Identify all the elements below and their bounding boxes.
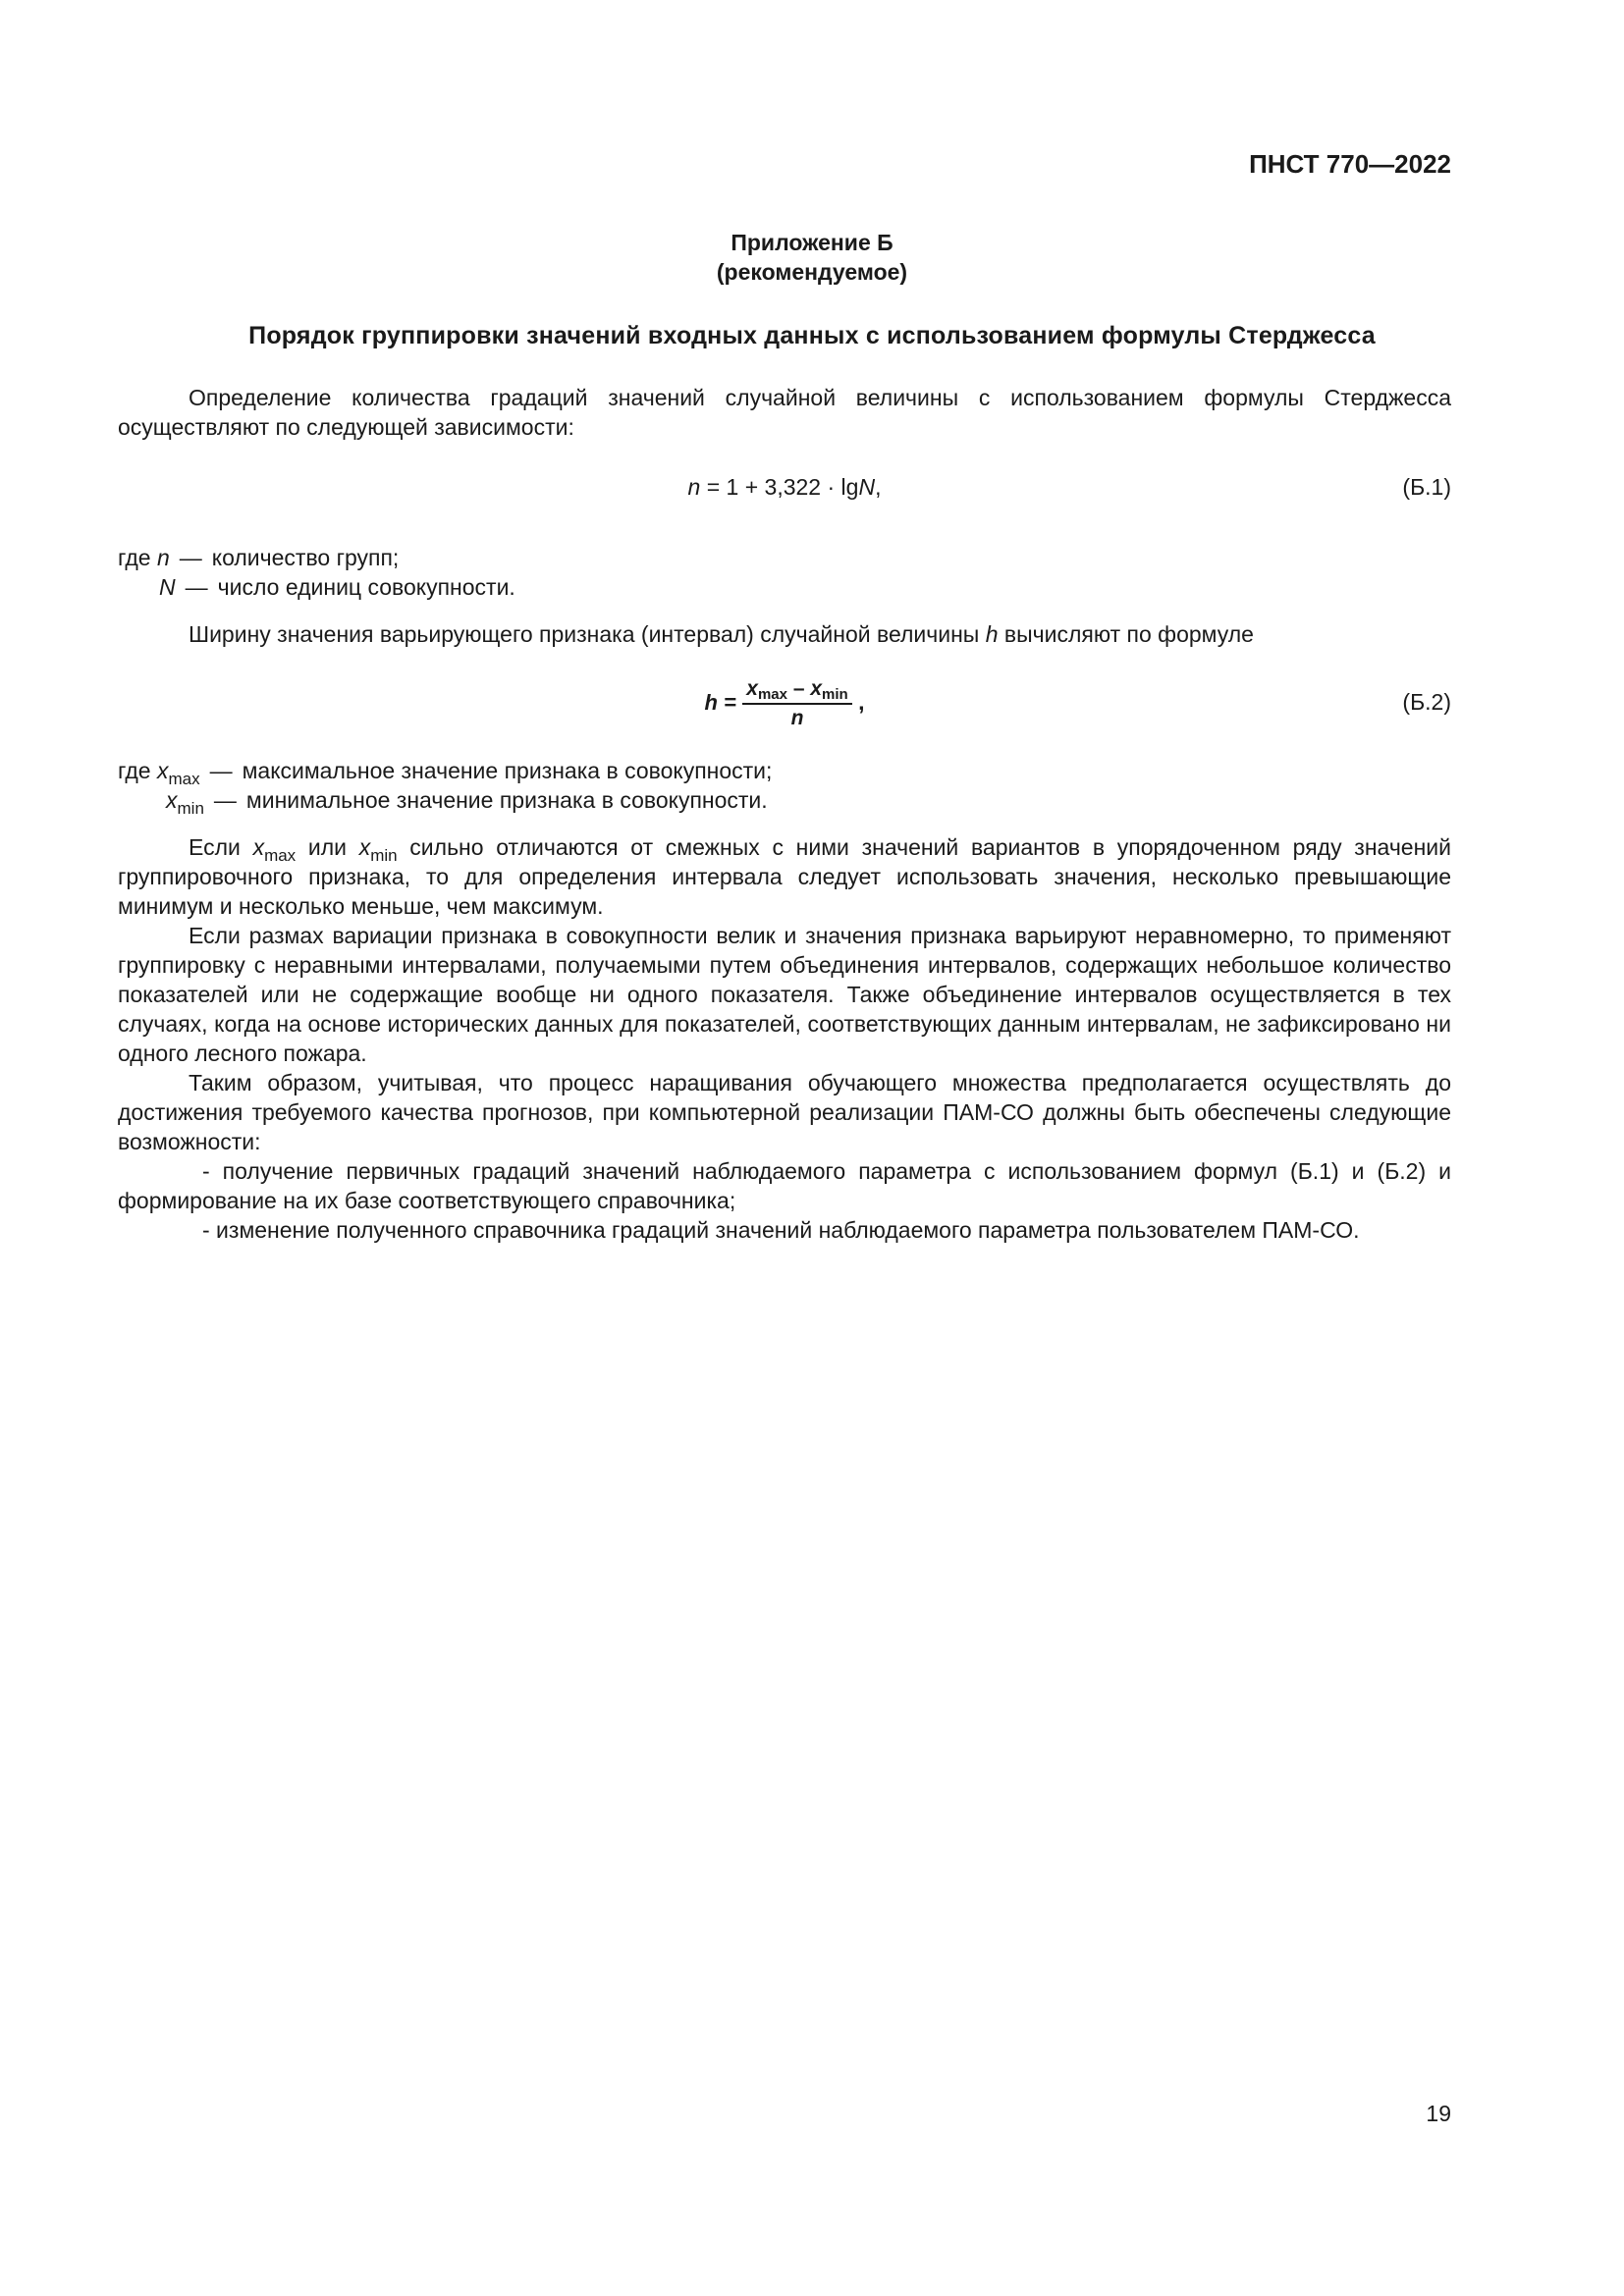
where-1-dash-1: — [179,545,202,570]
list-item: - изменение полученного справочника градаций значений наблюдаемого параметра пользователем ПАМ-СО. [202,1217,1360,1243]
where-1-item-2 [118,572,515,602]
paragraph-1-text: Определение количества градаций значений случайной величины с использованием формулы Стерджесса осуществляют по следующей зависимости: [118,385,1451,440]
paragraph-3-v2-sub: min [370,846,398,865]
where-2-prefix: где [118,758,151,783]
paragraph-2-text [118,619,1451,649]
formula-b2-numerator [742,677,851,705]
paragraph-3-v2: x [358,834,371,860]
list-item: - получение первичных градаций значений наблюдаемого параметра с использованием формул (Б.1) и (Б.2) и формирование на их базе соответствующего справочника; [118,1158,1451,1213]
formula-b2-tail: , [858,689,865,716]
formula-b2-lhs: h = [704,690,736,716]
where-2-text-2: минимальное значение признака в совокупности. [245,787,768,813]
appendix-title: Приложение Б [731,230,893,255]
formula-b1-number: (Б.1) [1402,474,1451,500]
formula-b1-rhs: = 1 + 3,322 · lg [700,474,859,500]
paragraph-3-v1-sub: max [264,846,297,865]
where-1-var-2: N [159,574,176,600]
where-2-text-1: максимальное значение признака в совокупности; [242,758,773,783]
where-1-var-1: n [156,545,170,570]
where-1-dash-2: — [185,574,208,600]
page-number: 19 [1426,2101,1451,2126]
where-2-dash-1: — [209,758,233,783]
paragraph-3-a: Если [189,834,253,860]
paragraph-4: Если размах вариации признака в совокупности велик и значения признака варьируют неравномерно, то применяют группировку с неравными интервалами, получаемыми путем объединения интервалов, содержащих небольшое количество показателей или не содержащие вообще ни одного показателя. Также объединение интервалов осуществляется в тех случаях, когда на основе исторических данных для показателей, соответствующих данным интервалам, не зафиксировано ни одного лесного пожара. [118,923,1451,1066]
paragraph-3-c: сильно отличаются от смежных с ними значений вариантов в упорядоченном ряду значений группировочного признака, то для определения интервала следует использовать значения, несколько превышающие минимум и несколько меньше, чем максимум. [118,834,1451,919]
paragraph-1 [118,383,1451,442]
formula-b2-num-a: x [746,677,758,700]
where-2-var-1: x [156,758,169,783]
formula-b2-num-b: x [810,677,823,700]
where-1-text-2: число единиц совокупности. [217,574,515,600]
paragraph-3 [118,832,1451,921]
where-2-var-2: x [166,787,178,813]
paragraph-2-var: h [985,621,999,647]
where-2-dash-2: — [213,787,237,813]
where-block-2 [118,756,773,818]
formula-b2-expression [118,677,1451,730]
formula-b1-tail: , [875,474,882,500]
paragraph-2-main: Ширину значения варьирующего признака (интервал) случайной величины [189,621,986,647]
paragraph-2 [118,619,1451,649]
formula-b2-number: (Б.2) [1402,689,1451,715]
formula-b2-denominator: n [790,707,804,729]
where-2-sub-1: max [168,770,200,788]
paragraph-2-tail: вычисляют по формуле [998,621,1254,647]
paragraph-5: Таким образом, учитывая, что процесс наращивания обучающего множества предполагается осуществлять до достижения требуемого качества прогнозов, при компьютерной реализации ПАМ-СО должны быть обеспечены следующие возможности: [118,1070,1451,1154]
document-code: ПНСТ 770—2022 [1249,149,1451,179]
formula-b2-num-a-sub: max [757,686,787,703]
formula-b1 [118,472,1451,511]
where-2-item-2 [118,785,772,818]
formula-b1-lhs: n [687,474,701,500]
where-1-item-1 [118,543,515,572]
where-1-prefix: где [118,545,151,570]
formula-b1-var: N [858,474,876,500]
where-2-item-1 [118,756,773,788]
body-paragraphs [118,832,1451,1245]
section-heading: Порядок группировки значений входных данных с использованием формулы Стерджесса [248,322,1376,349]
formula-b2-fraction [742,677,851,730]
where-2-sub-2: min [177,799,204,818]
appendix-subtitle: (рекомендуемое) [716,259,908,285]
paragraph-3-b: или [296,834,359,860]
where-1-text-1: количество групп; [211,545,400,570]
formula-b1-expression [118,472,1451,502]
formula-b2-minus: – [787,677,811,700]
formula-b2-num-b-sub: min [822,686,848,703]
paragraph-3-v1: x [252,834,265,860]
where-block-1 [118,543,515,602]
formula-b2 [118,677,1451,734]
